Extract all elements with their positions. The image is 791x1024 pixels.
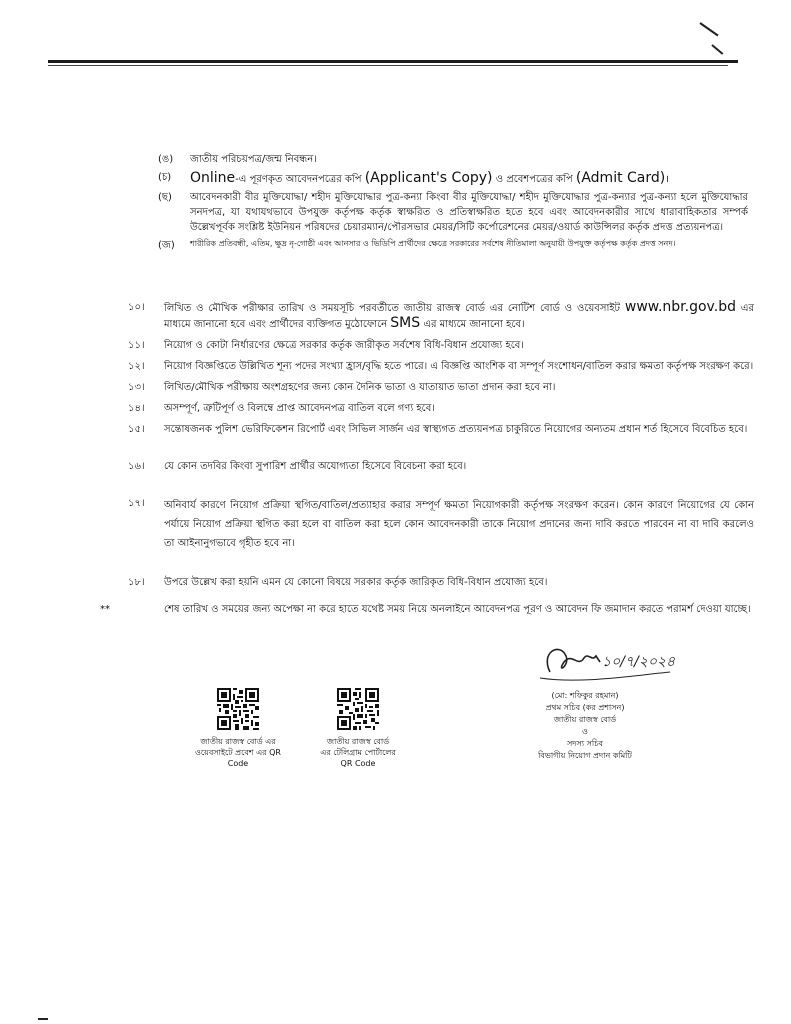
signatory-role: সদস্য সচিব	[567, 739, 603, 748]
item-number: ১৭।	[128, 498, 145, 509]
item-text: নিয়োগ বিজ্ঞপ্তিতে উল্লিখিত শূন্য পদের সংখ্যা হ্রাস/বৃদ্ধি হতে পারে। এ বিজ্ঞপ্তি আংশিক বা সম্পূর্ণ সংশোধন/বাতিল করার ক্ষমতা কর্তৃপক্ষ সংরক্ষণ করে।	[164, 361, 754, 372]
item-number: **	[100, 604, 110, 615]
item-number: (চ)	[158, 172, 172, 183]
item-number: ১৫।	[128, 424, 145, 435]
list-item	[128, 496, 754, 553]
list-item	[158, 152, 748, 167]
item-text: লিখিত/মৌখিক পরীক্ষায় অংশগ্রহণের জন্য কোন দৈনিক ভাতা ও যাতায়াত ভাতা প্রদান করা হবে না।	[164, 382, 556, 393]
list-item	[158, 170, 748, 187]
item-number: (ঙ)	[158, 154, 174, 165]
document-sub-list	[158, 152, 748, 256]
list-item	[128, 422, 754, 437]
qr-website-block	[178, 688, 298, 769]
item-text-part: ও প্রবেশপত্রের কপি	[492, 174, 576, 185]
qr-caption-line: ওয়েবসাইটে প্রবেশ এর QR	[195, 748, 281, 757]
qr-caption-line: Code	[227, 759, 249, 768]
item-number: (ছ)	[158, 192, 172, 203]
signatory-name: (মো: শফিকুর রহমান)	[551, 691, 619, 700]
latin-admit-card: (Admit Card)	[575, 170, 666, 186]
scan-mark	[699, 22, 718, 36]
item-text	[190, 170, 748, 187]
qr-caption-line: এর টেলিগ্রাম পোর্টালের	[320, 748, 396, 757]
qr-caption-line: QR Code	[340, 759, 376, 768]
signature-image	[520, 632, 720, 692]
item-text-part: -এ পূরণকৃত আবেদনপত্রের কপি	[235, 174, 365, 185]
scan-mark	[711, 44, 723, 55]
item-text-part: ।	[665, 174, 670, 185]
qr-telegram-block	[298, 688, 418, 769]
item-text-part: এর মাধ্যমে জানানো হবে এবং প্রার্থীদের ব্যক্তিগত মুঠোফোনে	[164, 303, 754, 330]
document-main-list	[100, 299, 754, 617]
qr-caption-line: জাতীয় রাজস্ব বোর্ড এর	[200, 737, 276, 746]
list-item	[128, 401, 754, 416]
item-number: ১০।	[128, 302, 145, 313]
item-text: শারীরিক প্রতিবন্ধী, এতিম, ক্ষুদ্র নৃ-গোষ্ঠী এবং আনসার ও ভিডিপি প্রার্থীদের ক্ষেত্রে সরকারের সর্বশেষ নীতিমালা অনুযায়ী উপযুক্ত কর্তৃপক্ষ কর্তৃক প্রদত্ত সনদ।	[190, 239, 676, 248]
item-text: সন্তোষজনক পুলিশ ভেরিফিকেশন রিপোর্ট এবং সিভিল সার্জন এর স্বাস্থ্যগত প্রত্যয়নপত্র চাকুরিতে নিয়োগের অন্যতম প্রধান শর্ত হিসেবে বিবেচিত হবে।	[164, 424, 748, 435]
item-text: অনিবার্য কারণে নিয়োগ প্রক্রিয়া স্থগিত/বাতিল/প্রত্যাহার করার সম্পূর্ণ ক্ষমতা নিয়োগকারী কর্তৃপক্ষ সংরক্ষণ করেন। কোন কারণে নিয়োগের যে কোন পর্যায়ে নিয়োগ প্রক্রিয়া স্থগিত করা হলে বা বাতিল করা হলে কোন আবেদনকারী তাকে নিয়োগ প্রদানের জন্য দাবি করতে পারবেন না বা দাবি করলেও তা আইনানুগভাবে গৃহীত হবে না।	[164, 500, 754, 549]
item-number: ১৮।	[128, 577, 145, 588]
item-text: আবেদনকারী বীর মুক্তিযোদ্ধা/ শহীদ মুক্তিযোদ্ধার পুত্র-কন্যা কিংবা বীর মুক্তিযোদ্ধা/ শহীদ মুক্তিযোদ্ধার পুত্র-কন্যার পুত্র-কন্যা হলে মুক্তিযোদ্ধার সনদপত্র, যা যথাযথভাবে উপযুক্ত কর্তৃপক্ষ কর্তৃক স্বাক্ষরিত ও প্রতিস্বাক্ষরিত হতে হবে এবং আবেদনকারীর সাথে ধারাবাহিকতার সম্পর্ক উল্লেখপূর্বক সংশ্লিষ্ট ইউনিয়ন পরিষদের চেয়ারম্যান/পৌরসভার মেয়র/সিটি কর্পোরেশনের মেয়র/ওয়ার্ড কাউন্সিলর কর্তৃক প্রদত্ত প্রত্যয়নপত্র।	[190, 192, 748, 233]
item-text-part: এর মাধ্যমে জানানো হবে।	[420, 319, 525, 330]
latin-online: Online	[190, 170, 236, 186]
item-number: ১১।	[128, 340, 145, 351]
list-item	[158, 238, 748, 253]
item-text: শেষ তারিখ ও সময়ের জন্য অপেক্ষা না করে হাতে যথেষ্ট সময় নিয়ে অনলাইনে আবেদনপত্র পূরণ ও আবেদন ফি জমাদান করতে পরামর্শ দেওয়া যাচ্ছে।	[164, 604, 751, 615]
list-item	[128, 338, 754, 353]
header-rule-thin	[48, 65, 728, 66]
latin-sms: SMS	[390, 315, 421, 331]
item-text: যে কোন তদবির কিংবা সুপারিশ প্রার্থীর অযোগ্যতা হিসেবে বিবেচনা করা হবে।	[164, 461, 467, 472]
latin-applicant-copy: (Applicant's Copy)	[364, 170, 493, 186]
signatory-committee: বিভাগীয় নিয়োগ প্রদান কমিটি	[538, 751, 632, 760]
item-text	[164, 300, 754, 332]
qr-code-icon[interactable]	[217, 688, 259, 730]
list-item	[128, 459, 754, 474]
signatory-conjunction: ও	[582, 727, 588, 736]
item-text: জাতীয় পরিচয়পত্র/জন্ম নিবন্ধন।	[190, 154, 317, 165]
item-text: উপরে উল্লেখ করা হয়নি এমন যে কোনো বিষয়ে সরকার কর্তৃক জারিকৃত বিধি-বিধান প্রযোজ্য হবে।	[164, 577, 548, 588]
signature-date: ১০/৭/২০২৪	[602, 654, 676, 670]
qr-caption-line: জাতীয় রাজস্ব বোর্ড	[326, 737, 390, 746]
scan-mark	[38, 1018, 48, 1020]
item-number: ১৬।	[128, 461, 145, 472]
header-rule	[48, 60, 738, 63]
item-text: নিয়োগ ও কোটা নির্ধারণের ক্ষেত্রে সরকার কর্তৃক জারীকৃত সর্বশেষ বিধি-বিধান প্রযোজ্য হবে।	[164, 340, 524, 351]
item-number: ১২।	[128, 361, 145, 372]
signatory-block	[500, 690, 670, 762]
item-number: ১৪।	[128, 403, 145, 414]
list-item	[100, 602, 754, 617]
item-number: (জ)	[158, 240, 175, 251]
signatory-designation: প্রথম সচিব (কর প্রশাসন)	[545, 703, 625, 712]
list-item	[128, 380, 754, 395]
website-link[interactable]: www.nbr.gov.bd	[624, 299, 736, 315]
list-item	[158, 190, 748, 235]
signatory-office: জাতীয় রাজস্ব বোর্ড	[553, 715, 617, 724]
item-number: ১৩।	[128, 382, 145, 393]
list-item	[128, 300, 754, 332]
qr-code-icon[interactable]	[337, 688, 379, 730]
list-item	[128, 575, 754, 590]
list-item	[128, 359, 754, 374]
item-text-part: লিখিত ও মৌখিক পরীক্ষার তারিখ ও সময়সূচি পরবর্তীতে জাতীয় রাজস্ব বোর্ড এর নোটিশ বোর্ড ও ওয়েবসাইট	[164, 303, 625, 314]
item-text: অসম্পূর্ণ, ত্রুটিপূর্ণ ও বিলম্বে প্রাপ্ত আবেদনপত্র বাতিল বলে গণ্য হবে।	[164, 403, 435, 414]
